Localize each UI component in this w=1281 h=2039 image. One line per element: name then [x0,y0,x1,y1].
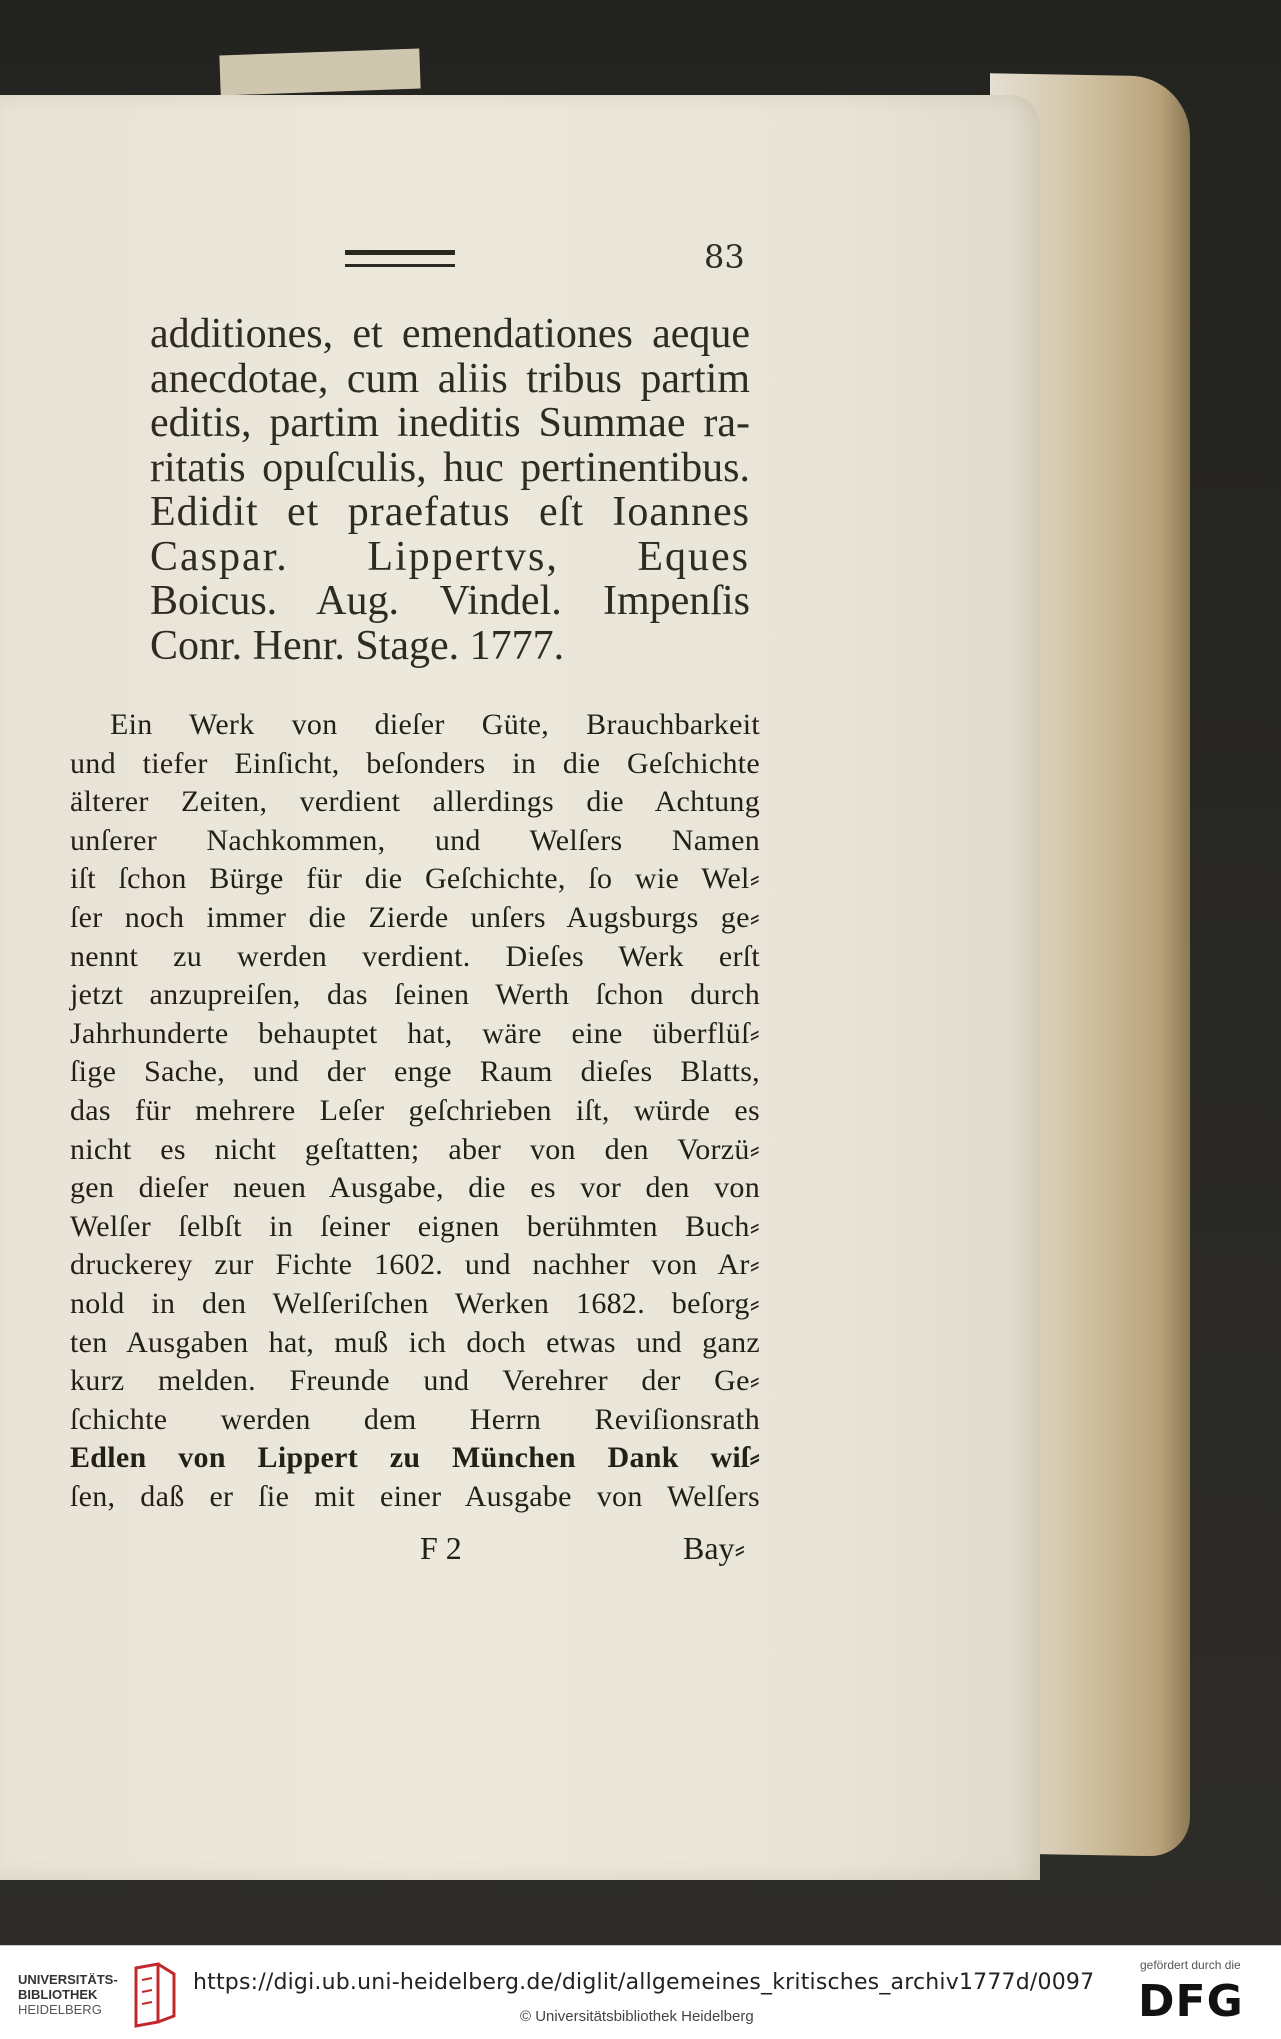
german-line: Ein Werk von dieſer Güte, Brauchbarkeit [110,708,760,741]
german-line: ſen, daß er ſie mit einer Ausgabe von Welſers [70,1479,760,1513]
german-line: unſerer Nachkommen, und Welſers Namen [70,823,760,857]
german-line: ten Ausgaben hat, muß ich doch etwas und ganz [70,1325,760,1359]
german-line: nicht es nicht geſtatten; aber von den Vorzü⸗ [70,1132,760,1166]
german-line: ſer noch immer die Zierde unſers Augsburgs ge⸗ [70,900,760,934]
latin-line: additiones, et emendationes aeque [150,311,750,357]
latin-line: Caspar. Lippertvs, Eques [150,533,750,580]
latin-line: ritatis opuſculis, huc pertinentibus. [150,444,750,491]
german-line: jetzt anzupreiſen, das ſeinen Werth ſchon durch [70,978,760,1012]
viewer-footer [0,1945,1281,2039]
university-logo-icon[interactable] [128,1960,180,2028]
header-rule-bottom [345,264,455,267]
german-line: ſchichte werden dem Herrn Reviſionsrath [70,1402,760,1436]
latin-line: anecdotae, cum aliis tribus partim [150,355,750,402]
german-line: druckerey zur Fichte 1602. und nachher von Ar⸗ [70,1248,760,1282]
header-rule-top [345,250,455,255]
institution-line: UNIVERSITÄTS- [18,1972,118,1987]
institution-line: HEIDELBERG [18,2002,102,2017]
university-library-logo-text[interactable] [18,1972,118,2017]
latin-title-block [150,312,750,668]
latin-line: Boicus. Aug. Vindel. Impenſis [150,578,750,624]
german-line: nold in den Welſeriſchen Werken 1682. beſorg⸗ [70,1286,760,1320]
signature-mark: F 2 [420,1530,462,1566]
catchword: Bay⸗ [683,1530,746,1566]
german-line: gen dieſer neuen Ausgabe, die es vor den von [70,1171,760,1205]
german-line: Jahrhunderte behauptet hat, wäre eine überflüſ⸗ [70,1016,760,1050]
german-line: kurz melden. Freunde und Verehrer der Ge⸗ [70,1364,760,1398]
german-line: ſige Sache, und der enge Raum dieſes Blatts, [70,1055,760,1089]
latin-line: Conr. Henr. Stage. 1777. [150,622,565,669]
permalink-url[interactable]: https://digi.ub.uni-heidelberg.de/diglit/allgemeines_kritisches_archiv1777d/0097 [193,1970,1095,1995]
german-line: das für mehrere Leſer geſchrieben iſt, würde es [70,1093,760,1127]
funding-caption: gefördert durch die [1140,1958,1241,1972]
german-line: Edlen von Lippert zu München Dank wiſ⸗ [70,1441,760,1475]
paper-tab [219,49,420,96]
institution-line: BIBLIOTHEK [18,1987,98,2002]
german-line: und tiefer Einſicht, beſonders in die Geſchichte [70,746,760,780]
latin-line: editis, partim ineditis Summae ra- [150,400,750,446]
latin-line: Edidit et praefatus eſt Ioannes [150,489,750,535]
dfg-logo[interactable]: DFG [1138,1976,1244,2027]
german-line: Welſer ſelbſt in ſeiner eignen berühmten Buch⸗ [70,1209,760,1243]
german-line: nennt zu werden verdient. Dieſes Werk erſt [70,939,760,973]
german-line: älterer Zeiten, verdient allerdings die Achtung [70,785,760,819]
page-number: 83 [704,238,745,276]
copyright-notice: © Universitätsbibliothek Heidelberg [520,2008,754,2025]
german-line: iſt ſchon Bürge für die Geſchichte, ſo wie Wel⸗ [70,862,760,896]
german-body-text [70,706,760,1516]
